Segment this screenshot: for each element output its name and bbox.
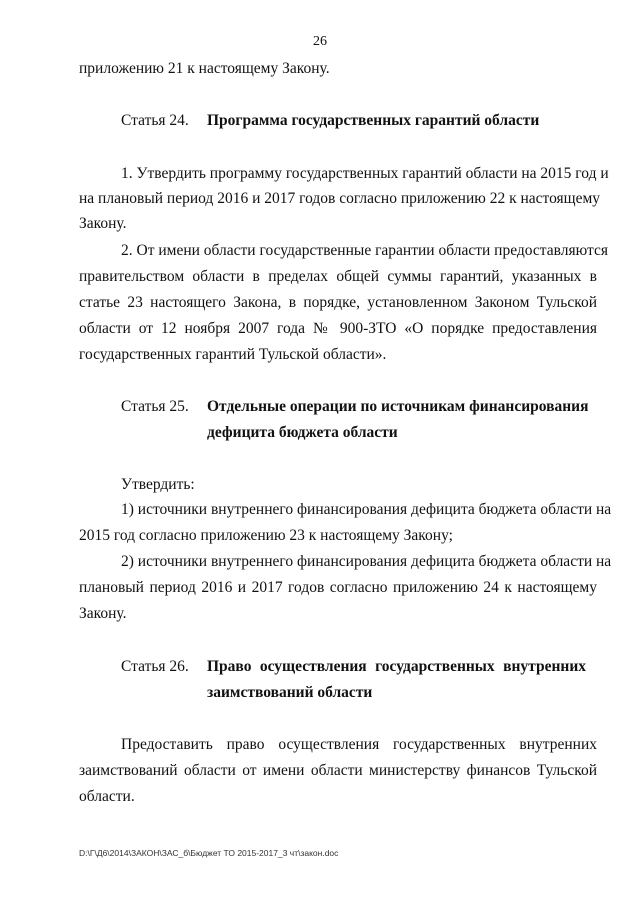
article-24-line-7: области от 12 ноября 2007 года № 900-ЗТО «О порядке предоставления [79,320,597,337]
article-26-title-line-1: Право осуществления государственных внутренних [207,658,586,675]
article-24-title: Программа государственных гарантий области [207,112,540,129]
carry-over-line: приложению 21 к настоящему Закону. [79,60,330,77]
article-26-line-2: заимствований области от имени области министерству финансов Тульской [79,762,597,779]
article-25-title-line-2: дефицита бюджета области [207,424,398,441]
article-24-line-1: 1. Утвердить программу государственных гарантий области на 2015 год и [121,165,609,182]
article-24-number: Статья 24. [121,112,189,129]
article-25-line-6: Закону. [79,605,127,622]
article-25-title-line-1: Отдельные операции по источникам финансирования [207,398,589,415]
page-number: 26 [313,34,327,49]
article-24-line-3: Закону. [79,215,127,232]
article-26-line-1: Предоставить право осуществления государственных внутренних [121,736,597,753]
article-24-line-5: правительством области в пределах общей суммы гарантий, указанных в [79,268,597,285]
article-24-line-4: 2. От имени области государственные гарантии области предоставляются [121,242,608,259]
article-25-line-3: 2015 год согласно приложению 23 к настоящему Закону; [79,527,453,544]
article-25-line-1: Утвердить: [121,476,195,493]
article-26-line-3: области. [79,788,135,805]
article-26-title-line-2: заимствований области [207,684,373,701]
article-26-number: Статья 26. [121,658,189,675]
article-25-line-5: плановый период 2016 и 2017 годов согласно приложению 24 к настоящему [79,579,597,596]
article-24-line-8: государственных гарантий Тульской области». [79,346,387,363]
article-25-line-2: 1) источники внутреннего финансирования дефицита бюджета области на [121,501,612,518]
file-path-footer: D:\Г\Д6\2014\ЗАКОН\ЗАС_б\Бюджет ТО 2015-2017_3 чт\закон.doc [79,848,339,858]
article-25-line-4: 2) источники внутреннего финансирования дефицита бюджета области на [121,553,612,570]
article-25-number: Статья 25. [121,398,189,415]
article-24-line-2: на плановый период 2016 и 2017 годов согласно приложению 22 к настоящему [79,190,601,207]
article-24-line-6: статье 23 настоящего Закона, в порядке, установленном Законом Тульской [79,294,597,311]
